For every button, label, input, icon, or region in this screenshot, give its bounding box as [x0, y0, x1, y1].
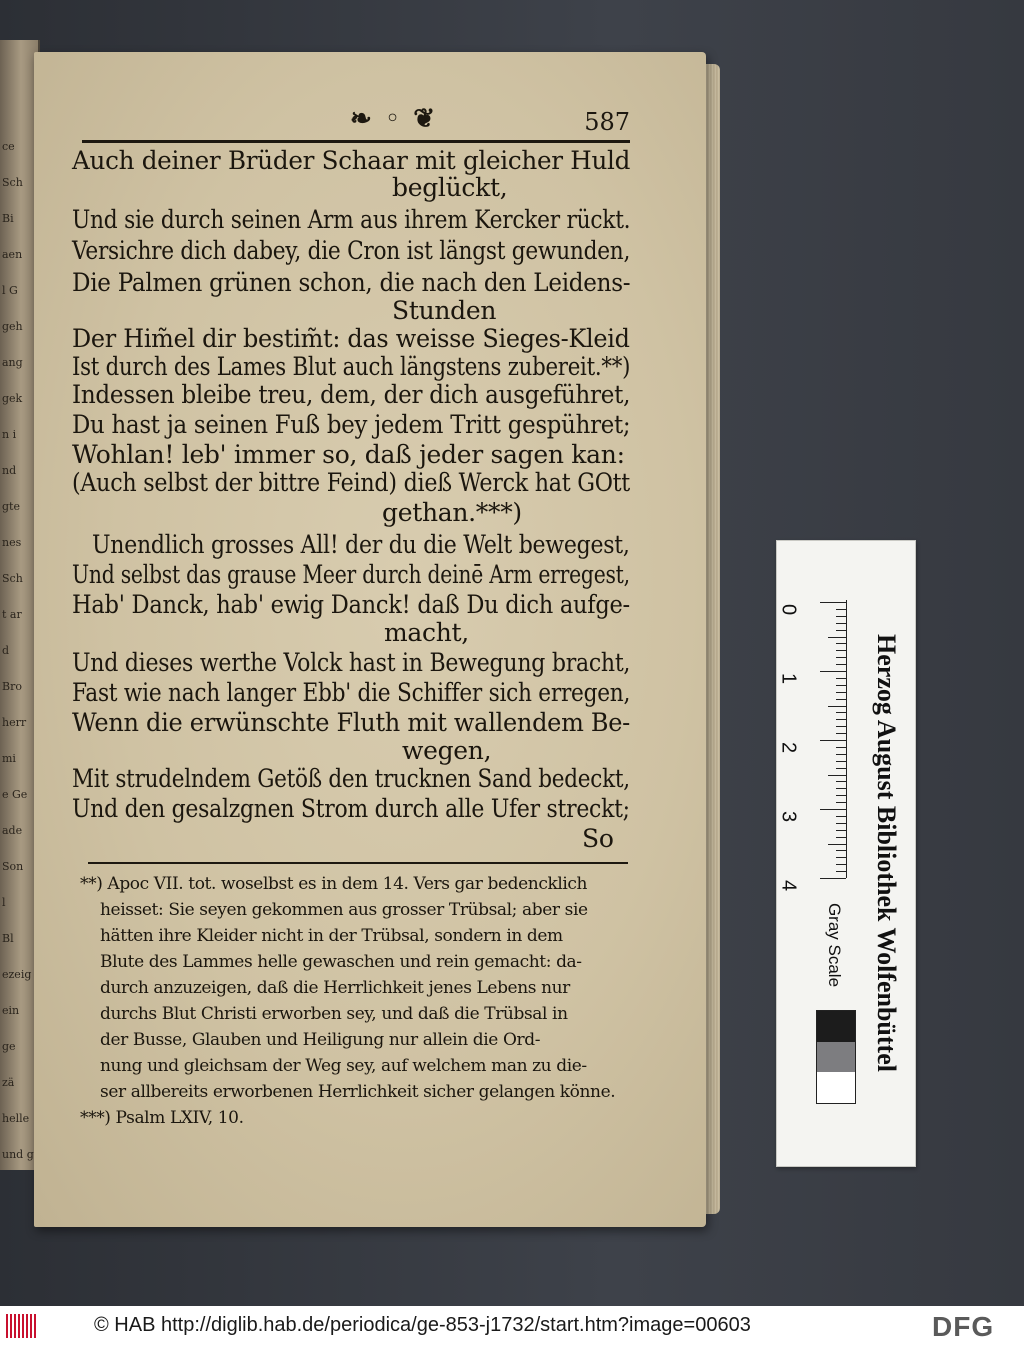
grayscale-swatch — [817, 1011, 855, 1042]
left-page-fragment: Bro — [2, 680, 22, 693]
left-page-fragment: d — [2, 644, 10, 657]
grayscale-swatch — [817, 1072, 855, 1103]
logo-bar — [34, 1314, 36, 1338]
grayscale-label: Gray Scale — [825, 902, 844, 988]
left-page-fragment: Sch — [2, 176, 23, 189]
verse-line: beglückt, — [392, 173, 508, 202]
left-page-fragment: helle — [2, 1112, 30, 1125]
ruler-number: 1 — [777, 672, 800, 685]
left-page-fragment: Bl — [2, 932, 14, 945]
footnote-line: durchs Blut Christi erworben sey, und daß die Trübsal in — [100, 1004, 568, 1024]
logo-bar — [10, 1314, 12, 1338]
left-page-fragment: gek — [2, 392, 23, 405]
left-page-fragment: n i — [2, 428, 17, 441]
verse-line: Und den gesalzgnen Strom durch alle Ufer streckt; — [72, 794, 630, 823]
header-ornament: ❧ ◦ ❦ — [350, 104, 438, 134]
verse-line: Auch deiner Brüder Schaar mit gleicher Huld — [72, 146, 631, 175]
ruler-number: 2 — [777, 741, 800, 754]
footnote-line: **) Apoc VII. tot. woselbst es in dem 14. Vers gar bedencklich — [80, 874, 588, 894]
verse-line: Unendlich grosses All! der du die Welt bewegest, — [92, 530, 630, 559]
footnote-line: durch anzuzeigen, daß die Herrlichkeit jenes Lebens nur — [100, 978, 570, 998]
left-page-fragment: l G — [2, 284, 18, 297]
left-page-fragment: nes — [2, 536, 22, 549]
verse-line: Hab' Danck, hab' ewig Danck! daß Du dich aufge- — [72, 590, 630, 619]
left-page-fragment: ein — [2, 1004, 20, 1017]
verse-line: macht, — [384, 618, 469, 647]
logo-bar — [14, 1314, 16, 1338]
left-page-fragment: t ar — [2, 608, 22, 621]
verse-line: Die Palmen grünen schon, die nach den Leidens- — [72, 268, 631, 297]
left-page-fragment: mi — [2, 752, 16, 765]
verse-line: Indessen bleibe treu, dem, der dich ausgeführet, — [72, 380, 631, 409]
logo-bar — [22, 1314, 24, 1338]
logo-bar — [18, 1314, 20, 1338]
left-page-fragment: ezeig — [2, 968, 32, 981]
left-page-fragment: Bi — [2, 212, 14, 225]
grayscale-swatches — [816, 1010, 856, 1104]
verse-line: Wohlan! leb' immer so, daß jeder sagen kan: — [72, 440, 625, 469]
verse-line: So — [582, 824, 614, 853]
page-number: 587 — [584, 108, 630, 136]
verse-line: Und sie durch seinen Arm aus ihrem Kercker rückt. — [72, 205, 631, 234]
left-page-fragment: gte — [2, 500, 20, 513]
verse-line: Und selbst das grause Meer durch deinē Arm erregest, — [72, 560, 630, 589]
logo-bar — [30, 1314, 32, 1338]
verse-line: Der Him̃el dir bestim̃t: das weisse Sieges-Kleid — [72, 324, 630, 353]
left-page-fragment: aen — [2, 248, 23, 261]
verse-line: Und dieses werthe Volck hast in Bewegung bracht, — [72, 648, 631, 677]
page-header — [90, 104, 630, 140]
verse-line: wegen, — [402, 736, 492, 765]
left-page-fragment: und g — [2, 1148, 34, 1161]
ruler-number: 3 — [777, 810, 800, 823]
verse-line: gethan.***) — [382, 498, 522, 527]
verse-line: Versichre dich dabey, die Cron ist längst gewunden, — [72, 236, 631, 265]
left-page-fragment: geh — [2, 320, 23, 333]
verse-line: Du hast ja seinen Fuß bey jedem Tritt gespühret; — [72, 410, 631, 439]
ruler-number: 4 — [777, 879, 800, 892]
logo-bar — [26, 1314, 28, 1338]
footnote-line: ***) Psalm LXIV, 10. — [80, 1108, 244, 1128]
footnote-rule — [88, 862, 628, 864]
footnote-line: nung und gleichsam der Weg sey, auf welchem man zu die- — [100, 1056, 587, 1076]
verse-line: Mit strudelndem Getöß den trucknen Sand bedeckt, — [72, 764, 630, 793]
left-page-fragment: Sch — [2, 572, 23, 585]
left-page-fragment: l — [2, 896, 6, 909]
institution-label: Herzog August Bibliothek Wolfenbüttel — [872, 633, 901, 1072]
verse-line: (Auch selbst der bittre Feind) dieß Werck hat GOtt — [72, 468, 630, 497]
left-page-fragment: ge — [2, 1040, 16, 1053]
footer-credit-link[interactable]: © HAB http://diglib.hab.de/periodica/ge-853-j1732/start.htm?image=00603 — [94, 1314, 751, 1336]
left-page-fragment: zä — [2, 1076, 15, 1089]
footnote-line: der Busse, Glauben und Heiligung nur allein die Ord- — [100, 1030, 541, 1050]
ruler-number: 0 — [777, 603, 800, 616]
hab-logo-icon — [6, 1314, 40, 1338]
left-page-fragment: nd — [2, 464, 17, 477]
left-page-fragment: ce — [2, 140, 15, 153]
grayscale-swatch — [817, 1042, 855, 1073]
verse-line: Wenn die erwünschte Fluth mit wallendem Be- — [72, 708, 630, 737]
dfg-logo: DFG — [932, 1311, 995, 1342]
footnote-line: heisset: Sie seyen gekommen aus grosser Trübsal; aber sie — [100, 900, 588, 920]
verse-line: Ist durch des Lames Blut auch längstens zubereit.**) — [72, 352, 631, 381]
left-page-fragment: e Ge — [2, 788, 28, 801]
header-rule — [82, 140, 630, 143]
left-page-fragment: Son — [2, 860, 24, 873]
footnote-line: hätten ihre Kleider nicht in der Trübsal, sondern in dem — [100, 926, 563, 946]
verse-line: Fast wie nach langer Ebb' die Schiffer sich erregen, — [72, 678, 631, 707]
verse-line: Stunden — [392, 296, 497, 325]
left-page-fragment: herr — [2, 716, 27, 729]
footnote-line: ser allbereits erworbenen Herrlichkeit sicher gelangen könne. — [100, 1082, 616, 1102]
grayscale-label-wrap — [814, 890, 854, 1000]
footer-bar — [0, 1306, 1024, 1346]
logo-bar — [6, 1314, 8, 1338]
footnote-line: Blute des Lammes helle gewaschen und rein gemacht: da- — [100, 952, 582, 972]
left-page-fragment: ang — [2, 356, 23, 369]
left-page-fragment: ade — [2, 824, 23, 837]
